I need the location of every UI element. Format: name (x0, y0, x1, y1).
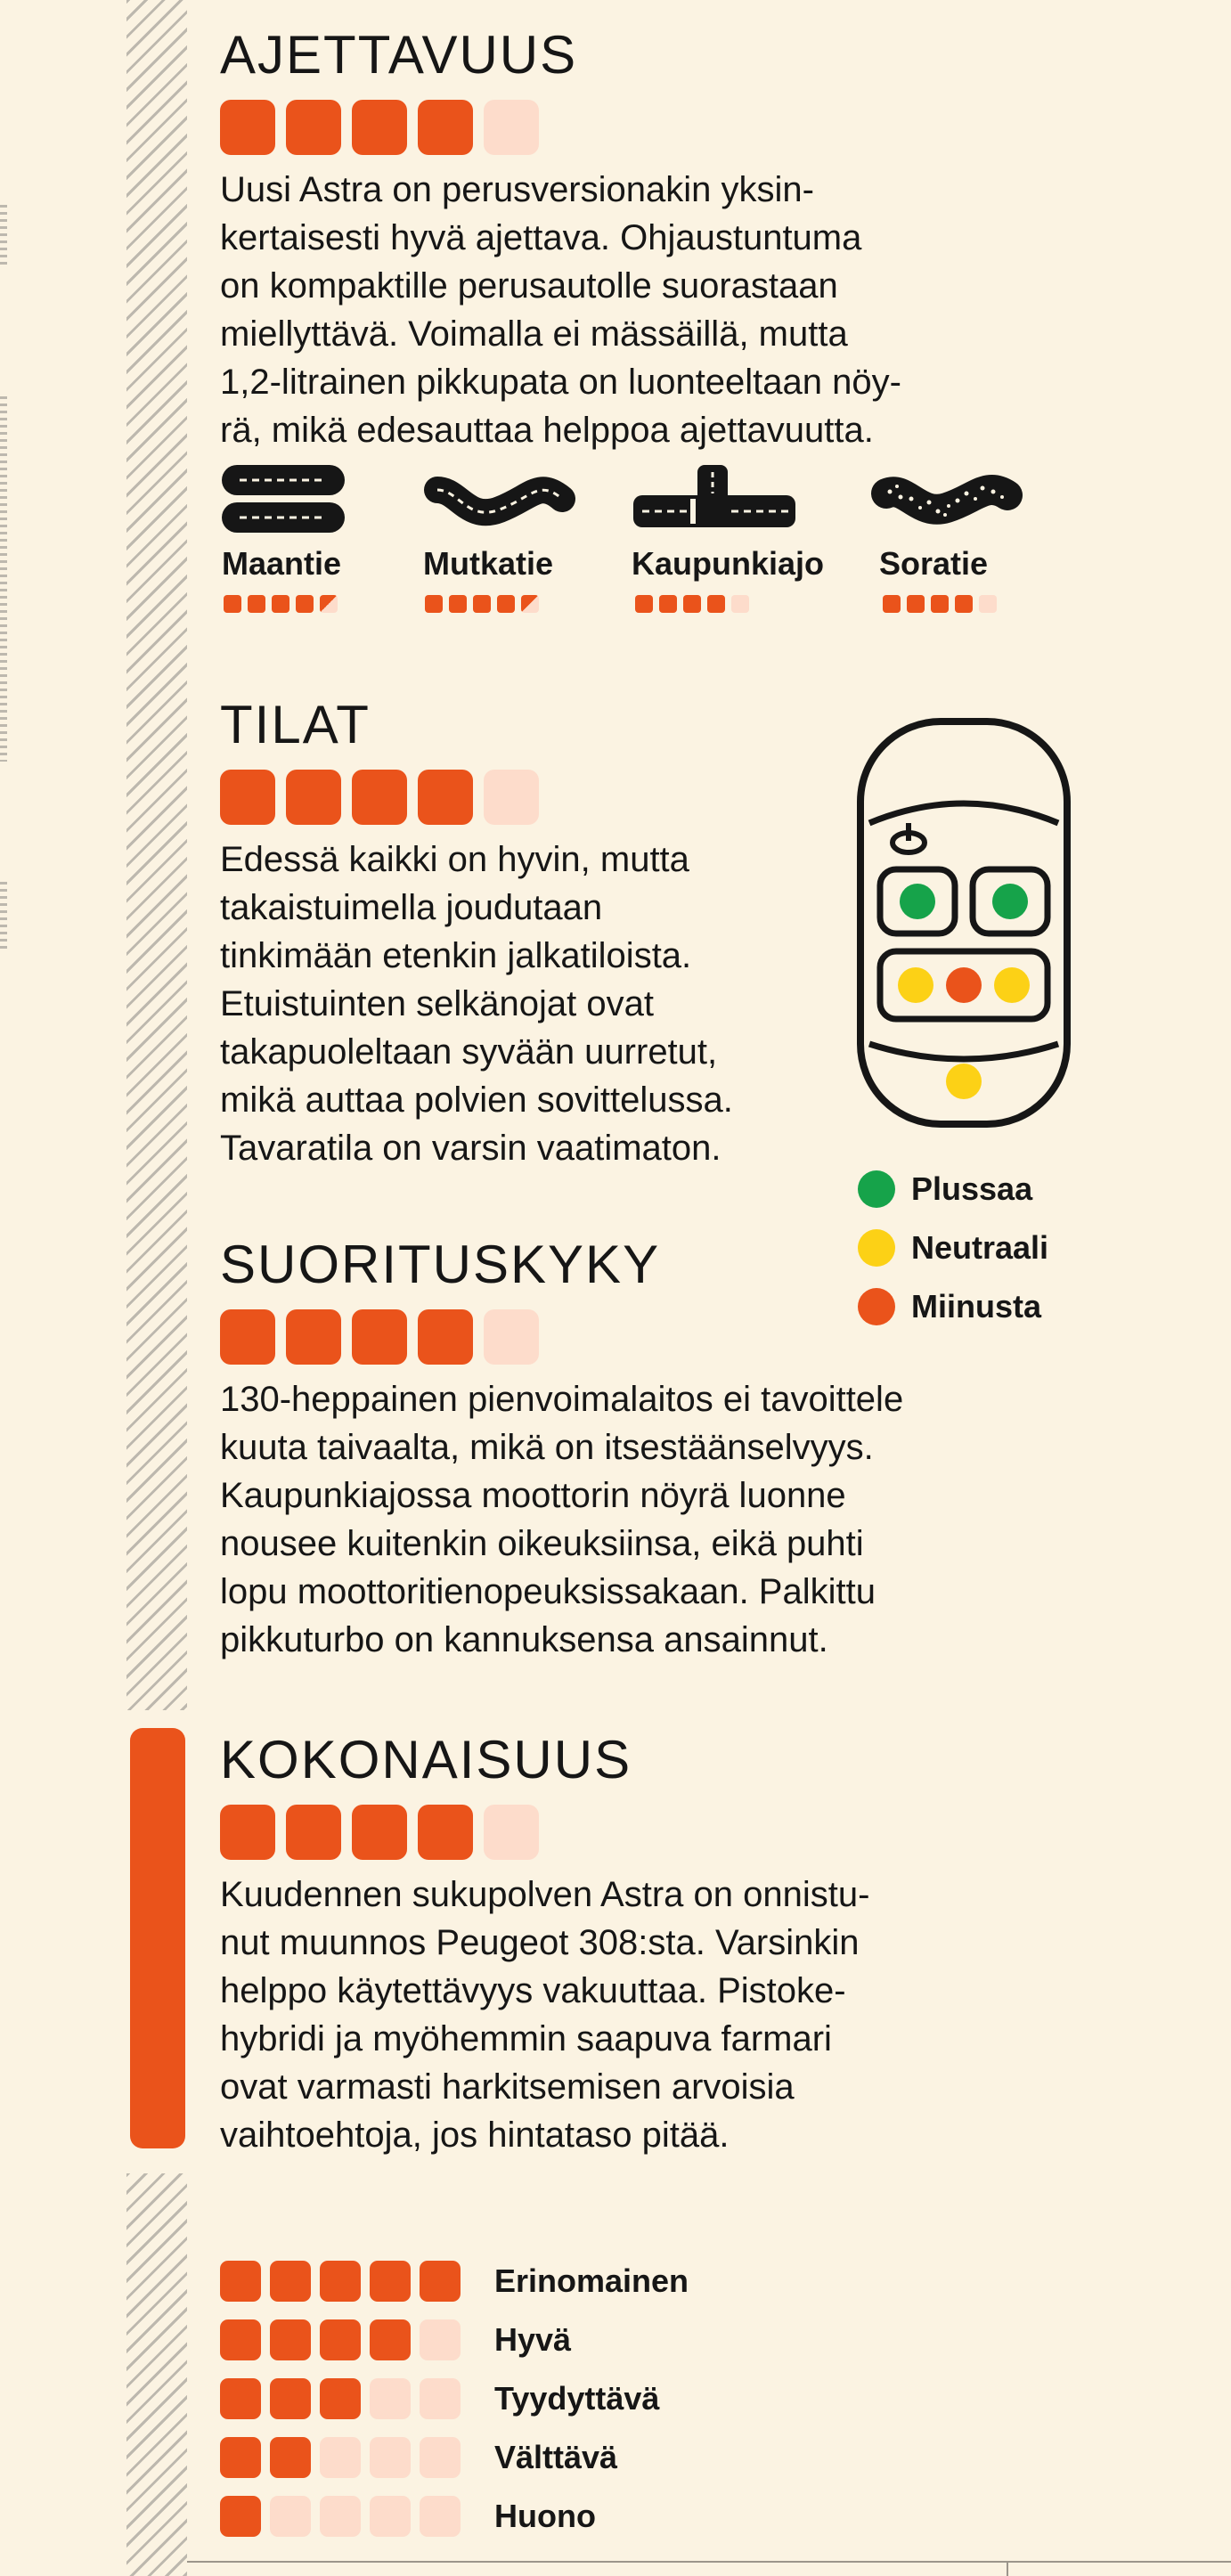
highway-road-icon (220, 463, 346, 536)
scale-label: Välttävä (494, 2439, 618, 2475)
mini-square-filled (635, 595, 653, 613)
scale-label: Huono (494, 2498, 596, 2534)
mini-square-filled (296, 595, 314, 613)
section-text (220, 166, 901, 454)
road-label: Mutkatie (423, 545, 554, 582)
rear-middle-seat-minus (946, 967, 982, 1003)
text-line: vaihtoehtoja, jos hintataso pitää. (220, 2115, 730, 2155)
scale-square-filled (270, 2261, 311, 2302)
scale-squares (220, 2496, 461, 2537)
scale-square-filled (220, 2496, 261, 2537)
rating-square-filled (418, 1309, 473, 1365)
section-ajettavuus (220, 25, 901, 454)
scale-square-empty (420, 2496, 461, 2537)
text-line: Kaupunkiajossa moottorin nöyrä luonne (220, 1476, 846, 1515)
scale-squares (220, 2437, 461, 2478)
mini-square-filled (883, 595, 901, 613)
rating-square-filled (220, 1805, 275, 1860)
scale-square-empty (420, 2378, 461, 2419)
text-line: takapuoleltaan syvään uurretut, (220, 1032, 718, 1072)
road-rating (224, 595, 338, 613)
rating-square-filled (220, 100, 275, 155)
rating-square-filled (286, 100, 341, 155)
rating-square-filled (352, 100, 407, 155)
section-text (220, 836, 733, 1172)
scale-square-filled (220, 2378, 261, 2419)
page-margin (0, 0, 126, 2576)
bottom-rule (187, 2561, 1231, 2563)
text-line: on kompaktille perusautolle suorastaan (220, 266, 838, 306)
scale-square-filled (220, 2261, 261, 2302)
rear-right-seat-neutral (994, 967, 1030, 1003)
road-label: Kaupunkiajo (632, 545, 825, 582)
scale-square-empty (320, 2437, 361, 2478)
scale-square-filled (370, 2319, 411, 2360)
mini-square-filled (931, 595, 949, 613)
gravel-road-icon (870, 463, 1023, 536)
scale-row (220, 2369, 689, 2428)
section-title: TILAT (220, 695, 371, 754)
scale-square-empty (370, 2496, 411, 2537)
rear-left-seat-neutral (898, 967, 933, 1003)
text-line: mikä auttaa polvien sovittelussa. (220, 1080, 733, 1120)
road-rating (883, 595, 997, 613)
road-rating (635, 595, 749, 613)
scale-square-filled (320, 2261, 361, 2302)
text-line: helppo käytettävyys vakuuttaa. Pistoke- (220, 1971, 846, 2010)
scale-row (220, 2252, 689, 2311)
scale-label: Tyydyttävä (494, 2380, 660, 2417)
text-line: 1,2-litrainen pikkupata on luonteeltaan nöy- (220, 363, 901, 402)
rating-scale-key (220, 2252, 689, 2546)
mini-square-filled (449, 595, 467, 613)
scale-row (220, 2428, 689, 2487)
rating-square-filled (286, 770, 341, 825)
scale-square-empty (270, 2496, 311, 2537)
scale-square-filled (320, 2378, 361, 2419)
scale-square-filled (420, 2261, 461, 2302)
mini-square-filled (659, 595, 677, 613)
rating-square-filled (418, 100, 473, 155)
text-line: kertaisesti hyvä ajettava. Ohjaustuntuma (220, 218, 862, 257)
rating-square-filled (286, 1805, 341, 1860)
section-text (220, 1871, 869, 2159)
front-left-seat-plus (900, 884, 935, 919)
section-title: KOKONAISUUS (220, 1730, 632, 1789)
car-seating-diagram (857, 718, 1071, 1132)
scale-row (220, 2311, 689, 2369)
scale-squares (220, 2378, 461, 2419)
road-label: Maantie (222, 545, 342, 582)
hatched-margin (126, 0, 187, 1710)
text-line: kuuta taivaalta, mikä on itsestäänselvyys. (220, 1428, 874, 1467)
text-line: Edessä kaikki on hyvin, mutta (220, 840, 689, 879)
rating-square-filled (418, 770, 473, 825)
rating-square-filled (352, 1309, 407, 1365)
rating-square-filled (220, 1309, 275, 1365)
text-line: lopu moottoritienopeuksissakaan. Palkittu (220, 1572, 876, 1611)
rating-square-empty (484, 770, 539, 825)
mini-square-filled (473, 595, 491, 613)
legend-label: Plussaa (911, 1170, 1033, 1207)
text-line: Kuudennen sukupolven Astra on onnistu- (220, 1875, 870, 1914)
rating-square-filled (352, 1805, 407, 1860)
text-line: hybridi ja myöhemmin saapuva farmari (220, 2019, 832, 2058)
text-line: nut muunnos Peugeot 308:sta. Varsinkin (220, 1923, 860, 1962)
section-kokonaisuus (220, 1730, 870, 2159)
rating-square-filled (286, 1309, 341, 1365)
rating-square-filled (418, 1805, 473, 1860)
scale-square-empty (320, 2496, 361, 2537)
rating-square-filled (352, 770, 407, 825)
scale-square-filled (220, 2319, 261, 2360)
scale-square-empty (420, 2319, 461, 2360)
legend-label: Neutraali (911, 1229, 1049, 1266)
scale-square-filled (370, 2261, 411, 2302)
text-line: tinkimään etenkin jalkatiloista. (220, 936, 692, 975)
road-type-ratings (220, 463, 1048, 624)
section-text (220, 1375, 903, 1664)
mini-square-filled (907, 595, 925, 613)
text-line: 130-heppainen pienvoimalaitos ei tavoittele (220, 1380, 904, 1419)
trunk-neutral (946, 1064, 982, 1099)
scale-square-empty (370, 2437, 411, 2478)
section-tilat (220, 695, 733, 1172)
mini-square-half (521, 595, 539, 613)
scale-square-filled (270, 2319, 311, 2360)
mini-square-filled (497, 595, 515, 613)
text-line: ovat varmasti harkitsemisen arvoisia (220, 2067, 795, 2107)
section-rating (220, 1805, 869, 1860)
text-line: takaistuimella joudutaan (220, 888, 603, 927)
scale-squares (220, 2319, 461, 2360)
scale-square-filled (270, 2437, 311, 2478)
mini-square-empty (979, 595, 997, 613)
scale-label: Hyvä (494, 2321, 572, 2358)
winding-road-icon (423, 463, 576, 536)
bottom-tick (1007, 2563, 1008, 2576)
rating-square-empty (484, 1309, 539, 1365)
mini-square-empty (731, 595, 749, 613)
scale-row (220, 2487, 689, 2546)
scale-label: Erinomainen (494, 2262, 689, 2299)
text-line: miellyttävä. Voimalla ei mässäillä, mutta (220, 314, 848, 354)
margin-mark (0, 205, 7, 267)
margin-mark (0, 396, 7, 762)
legend-item-plus (858, 1160, 1048, 1219)
legend-label: Miinusta (911, 1288, 1042, 1325)
text-line: Tavaratila on varsin vaatimaton. (220, 1129, 721, 1168)
scale-square-filled (270, 2378, 311, 2419)
road-label: Soratie (879, 545, 989, 582)
margin-mark (0, 882, 7, 953)
section-title: SUORITUSKYKY (220, 1235, 661, 1294)
mini-square-filled (224, 595, 241, 613)
section-rating (220, 1309, 903, 1365)
scale-square-filled (220, 2437, 261, 2478)
scale-squares (220, 2261, 461, 2302)
section-rating (220, 100, 901, 155)
text-line: pikkuturbo on kannuksensa ansainnut. (220, 1620, 828, 1659)
scale-square-filled (320, 2319, 361, 2360)
text-line: Uusi Astra on perusversionakin yksin- (220, 170, 814, 209)
road-rating (425, 595, 539, 613)
highlight-bar (130, 1728, 185, 2148)
legend-dot (858, 1170, 895, 1208)
text-line: Etuistuinten selkänojat ovat (220, 984, 654, 1023)
mini-square-filled (425, 595, 443, 613)
scale-square-empty (370, 2378, 411, 2419)
text-line: rä, mikä edesauttaa helppoa ajettavuutta. (220, 411, 874, 450)
scale-square-empty (420, 2437, 461, 2478)
mini-square-filled (248, 595, 265, 613)
section-rating (220, 770, 733, 825)
mini-square-filled (683, 595, 701, 613)
mini-square-filled (955, 595, 973, 613)
rating-square-empty (484, 100, 539, 155)
rating-square-filled (220, 770, 275, 825)
front-right-seat-plus (992, 884, 1028, 919)
rating-square-empty (484, 1805, 539, 1860)
mini-square-filled (272, 595, 289, 613)
section-suorituskyky (220, 1235, 904, 1664)
section-title: AJETTAVUUS (220, 25, 578, 85)
mini-square-filled (707, 595, 725, 613)
text-line: nousee kuitenkin oikeuksiinsa, eikä puhti (220, 1524, 864, 1563)
hatched-margin (126, 2173, 187, 2576)
mini-square-half (320, 595, 338, 613)
city-road-icon (632, 463, 797, 536)
